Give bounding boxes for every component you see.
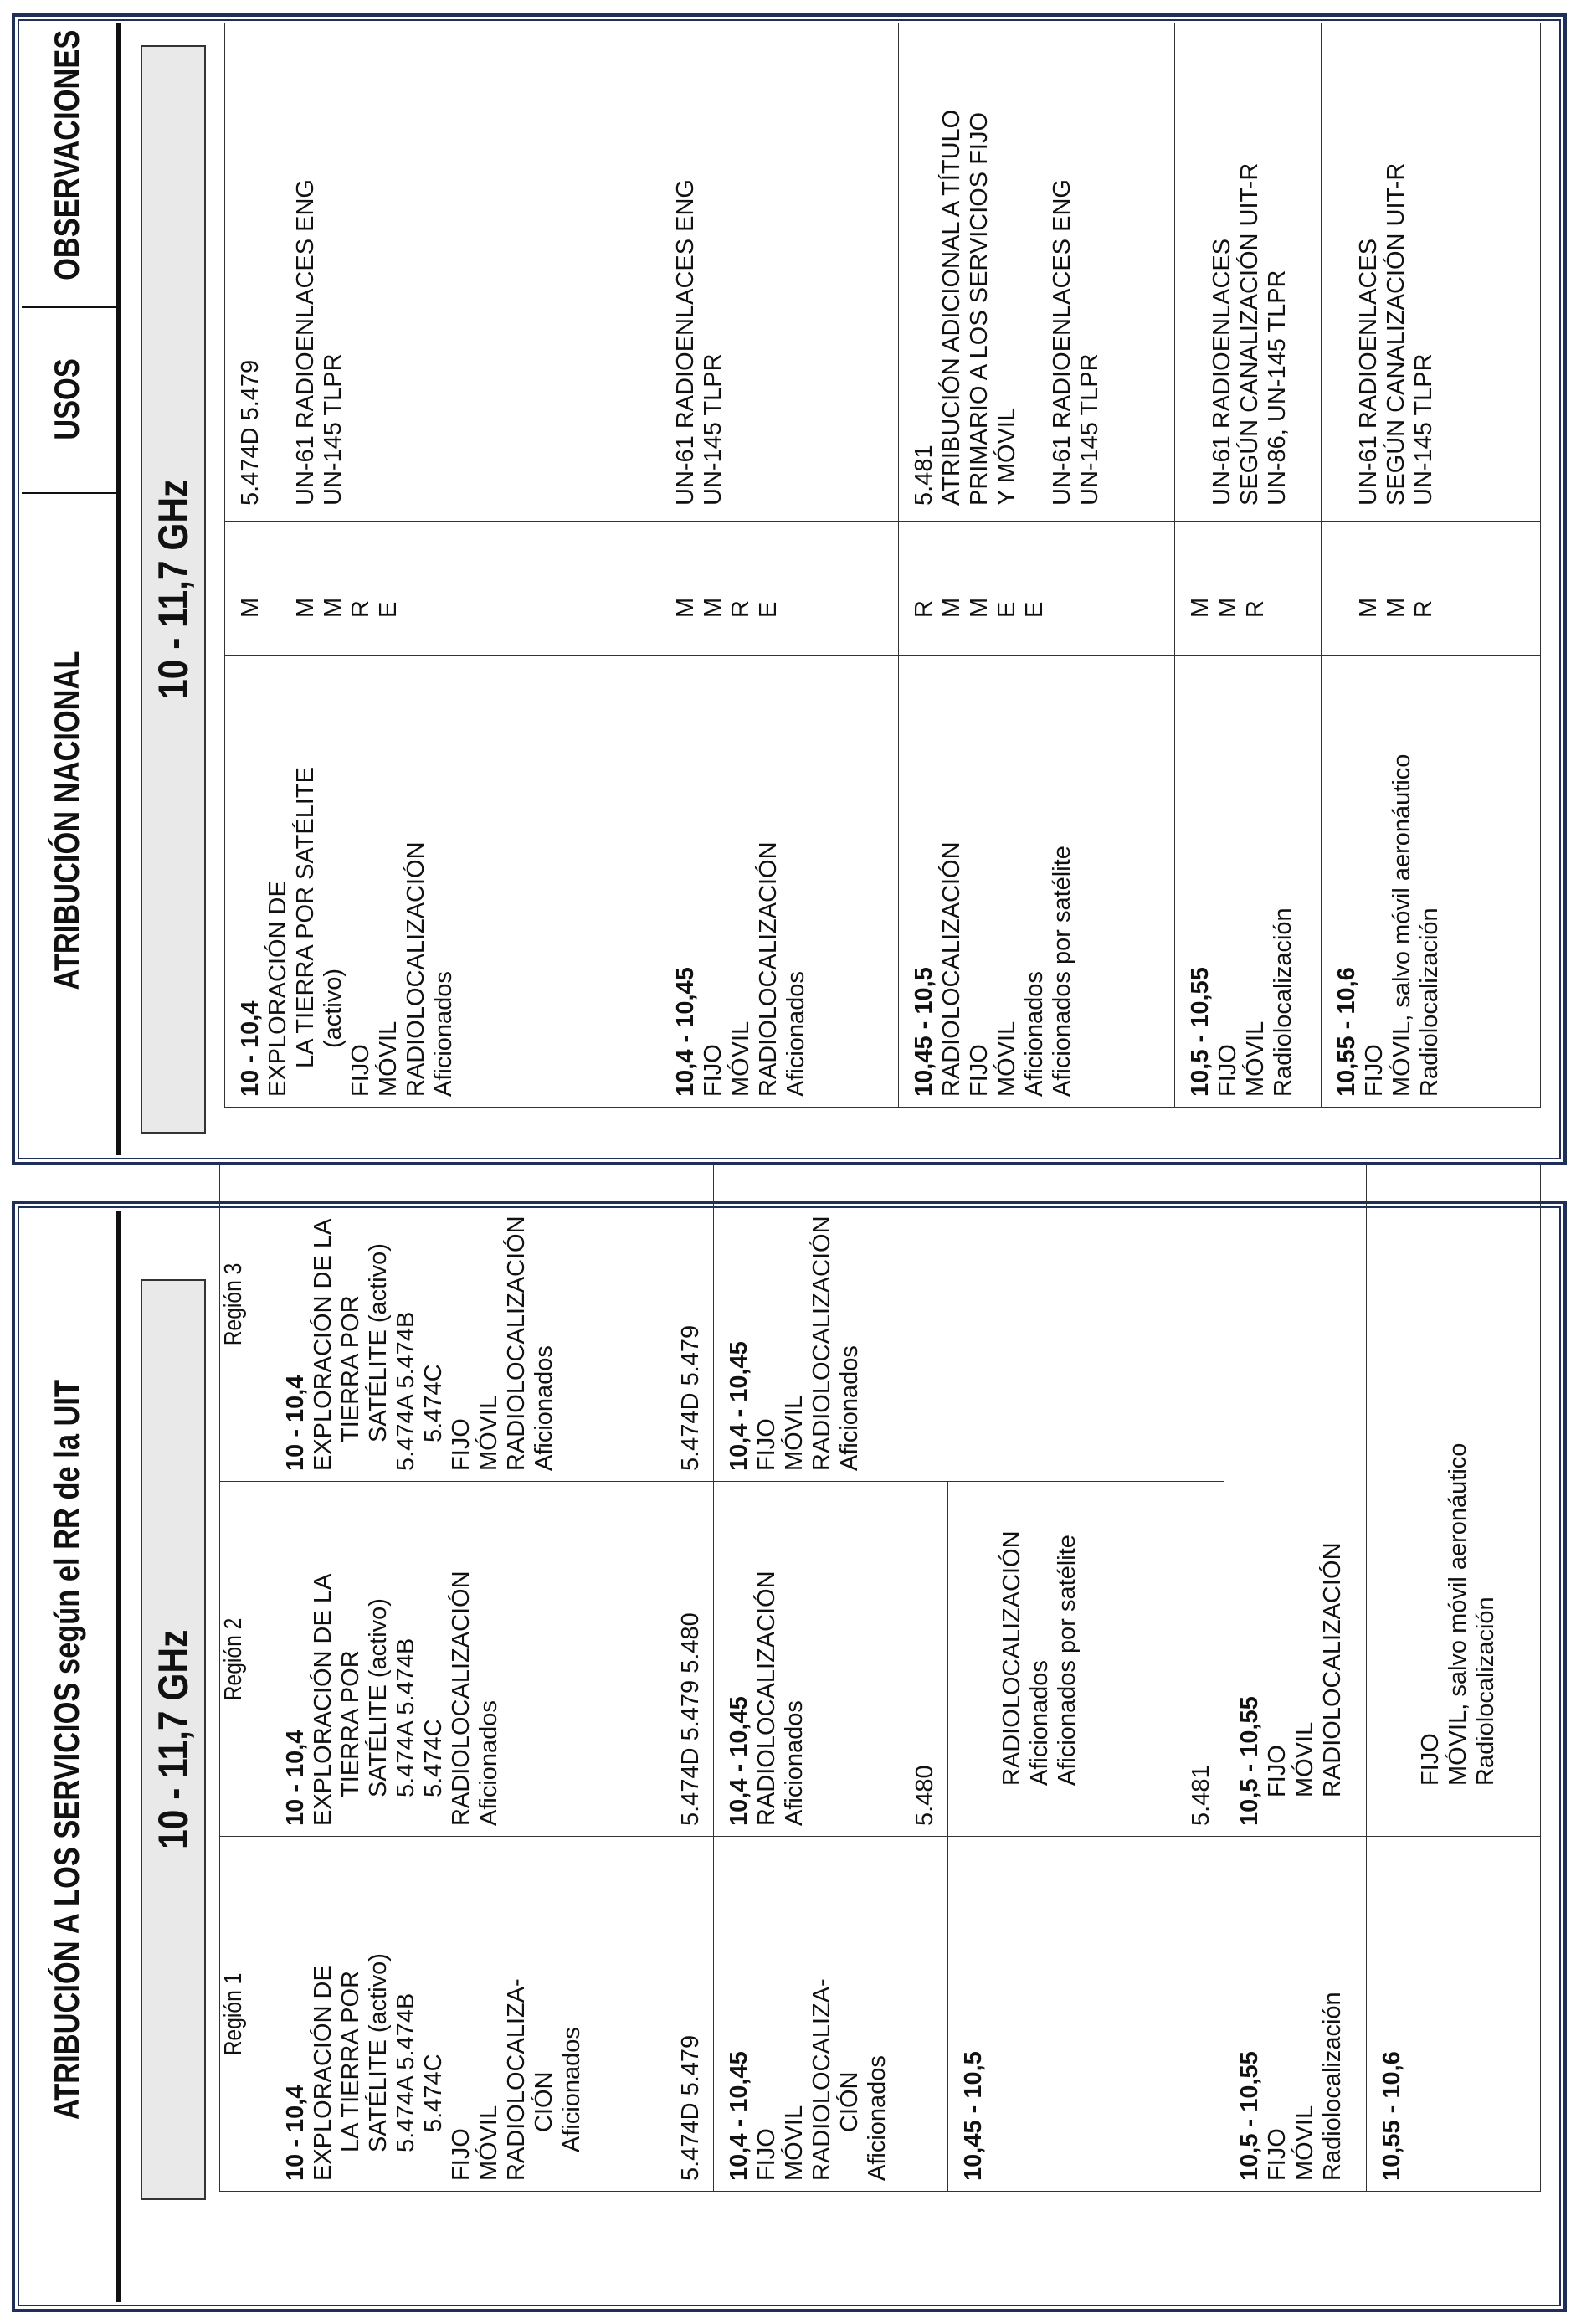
r23-10.45-10.5: RADIOLOCALIZACIÓN Aficionados Aficionados por satélite 5.481 bbox=[948, 1482, 1224, 1837]
itu-panel-header bbox=[22, 1211, 121, 2302]
national-table bbox=[224, 23, 1541, 1108]
header-usos: USOS bbox=[47, 358, 86, 440]
r3-row1-footnotes: 5.474D 5.479 bbox=[677, 1324, 704, 1471]
itu-band-heading bbox=[141, 1279, 206, 2200]
r2-row2-footnotes: 5.480 bbox=[911, 1765, 938, 1826]
nat-row3-usos: R M M E E bbox=[899, 522, 1175, 656]
nat-row2-service: 10,4 - 10,45 FIJO MÓVIL RADIOLOCALIZACIÓN Aficionados bbox=[660, 656, 899, 1108]
header-divider-1 bbox=[22, 492, 116, 494]
r1-row1-footnotes: 5.474D 5.479 bbox=[677, 2034, 704, 2181]
itu-panel-title: ATRIBUCIÓN A LOS SERVICIOS según el RR de la UIT bbox=[47, 1379, 86, 2121]
r1-10.5-10.55: 10,5 - 10,55 FIJO MÓVIL Radiolocalización bbox=[1224, 1837, 1367, 2192]
r23-row3-footnotes: 5.481 bbox=[1188, 1765, 1214, 1826]
region-2-header: Región 2 bbox=[220, 1482, 270, 1837]
national-panel-header bbox=[22, 23, 121, 1155]
nat-row1-usos: M M M R E bbox=[225, 522, 660, 656]
itu-band-label: 10 - 11,7 GHz bbox=[150, 1629, 197, 1850]
r1-10.45-10.5: 10,45 - 10,5 bbox=[948, 1837, 1224, 2192]
nat-row5-usos: M M R bbox=[1322, 522, 1541, 656]
r3-10-10.4: 10 - 10,4 EXPLORACIÓN DE LA TIERRA POR SATÉLITE (activo) 5.474A 5.474B 5.474C FIJO MÓVIL RADIOLOCALIZACIÓN Aficionados 5.474D 5.479 bbox=[270, 1127, 714, 1482]
national-allocation-panel bbox=[12, 13, 1567, 1165]
nat-row1-observaciones: 5.474D 5.479 UN-61 RADIOENLACES ENG UN-145 TLPR bbox=[225, 23, 660, 522]
national-band-label: 10 - 11,7 GHz bbox=[150, 479, 197, 700]
region-1-header: Región 1 bbox=[220, 1837, 270, 2192]
r3-10.4-10.45: 10,4 - 10,45 FIJO MÓVIL RADIOLOCALIZACIÓN Aficionados bbox=[714, 1127, 1224, 1482]
nat-row5-service: 10,55 - 10,6 FIJO MÓVIL, salvo móvil aeronáutico Radiolocalización bbox=[1322, 656, 1541, 1108]
nat-row5-observaciones: UN-61 RADIOENLACES SEGÚN CANALIZACIÓN UIT-R UN-145 TLPR bbox=[1322, 23, 1541, 522]
nat-row4-service: 10,5 - 10,55 FIJO MÓVIL Radiolocalización bbox=[1175, 656, 1322, 1108]
r1-10.55-10.6: 10,55 - 10,6 bbox=[1367, 1837, 1541, 2192]
nat-row1-service: 10 - 10,4 EXPLORACIÓN DE LA TIERRA POR SATÉLITE (activo) FIJO MÓVIL RADIOLOCALIZACIÓN Aficionados bbox=[225, 656, 660, 1108]
nat-row4-usos: M M R bbox=[1175, 522, 1322, 656]
nat-row2-usos: M M R E bbox=[660, 522, 899, 656]
r2-row1-footnotes: 5.474D 5.479 5.480 bbox=[677, 1612, 704, 1826]
itu-allocation-panel bbox=[12, 1201, 1567, 2312]
nat-row3-observaciones: 5.481 ATRIBUCIÓN ADICIONAL A TÍTULO PRIMARIO A LOS SERVICIOS FIJO Y MÓVIL UN-61 RADIOENLACES ENG UN-145 TLPR bbox=[899, 23, 1175, 522]
r2-10-10.4: 10 - 10,4 EXPLORACIÓN DE LA TIERRA POR SATÉLITE (activo) 5.474A 5.474B 5.474C RADIOLOCALIZACIÓN Aficionados 5.474D 5.479 5.480 bbox=[270, 1482, 714, 1837]
nat-row4-observaciones: UN-61 RADIOENLACES SEGÚN CANALIZACIÓN UIT-R UN-86, UN-145 TLPR bbox=[1175, 23, 1322, 522]
nat-row3-service: 10,45 - 10,5 RADIOLOCALIZACIÓN FIJO MÓVIL Aficionados Aficionados por satélite bbox=[899, 656, 1175, 1108]
header-atribucion-nacional: ATRIBUCIÓN NACIONAL bbox=[47, 650, 86, 990]
region-3-header: Región 3 bbox=[220, 1127, 270, 1482]
r23-10.5-10.55: 10,5 - 10,55 FIJO MÓVIL RADIOLOCALIZACIÓN bbox=[1224, 1127, 1367, 1837]
itu-region-table bbox=[219, 1126, 1541, 2192]
national-band-heading bbox=[141, 45, 206, 1134]
nat-row2-observaciones: UN-61 RADIOENLACES ENG UN-145 TLPR bbox=[660, 23, 899, 522]
r23-10.55-10.6: FIJO MÓVIL, salvo móvil aeronáutico Radiolocalización bbox=[1367, 1127, 1541, 1837]
header-observaciones: OBSERVACIONES bbox=[47, 29, 86, 280]
r1-10.4-10.45: 10,4 - 10,45 FIJO MÓVIL RADIOLOCALIZA- CIÓN Aficionados bbox=[714, 1837, 948, 2192]
r1-10-10.4: 10 - 10,4 EXPLORACIÓN DE LA TIERRA POR SATÉLITE (activo) 5.474A 5.474B 5.474C FIJO MÓVIL RADIOLOCALIZA- CIÓN Aficionados 5.474D 5.479 bbox=[270, 1837, 714, 2192]
header-divider-2 bbox=[22, 306, 116, 308]
r2-10.4-10.45: 10,4 - 10,45 RADIOLOCALIZACIÓN Aficionados 5.480 bbox=[714, 1482, 948, 1837]
